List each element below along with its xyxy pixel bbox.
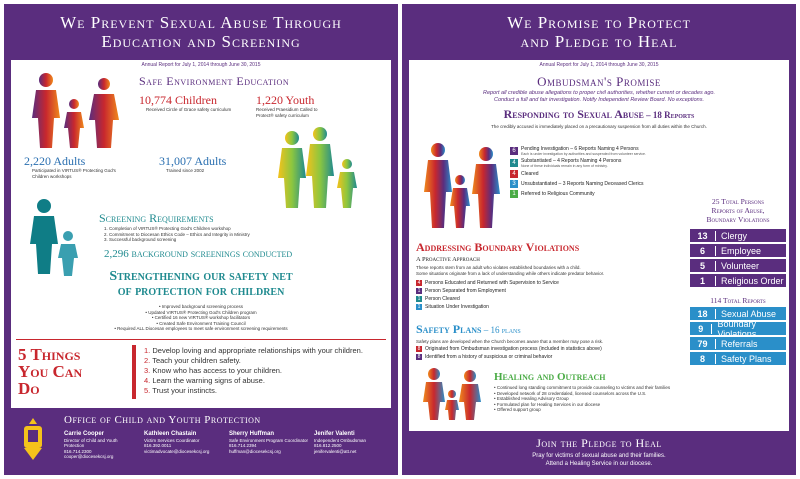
- five-things-list: [144, 346, 363, 396]
- five-things-item: 3. Know who has access to your children.: [144, 366, 283, 375]
- contact-email[interactable]: cooper@diocesekcsj.org: [64, 454, 114, 459]
- right-title-line1: We Promise to Protect: [507, 13, 691, 32]
- contact-name: Jenifer Valenti: [314, 431, 355, 437]
- reports-item: 79 Referrals: [690, 337, 786, 350]
- adults-participated-count: 2,220 Adults: [24, 154, 86, 168]
- left-panel: [4, 4, 398, 475]
- contact-email[interactable]: victimadvocate@diocesekcsj.org: [144, 448, 210, 454]
- contacts-row: [64, 432, 384, 460]
- contact-card: [64, 432, 139, 460]
- adults-trained-desc: Trained since 2002: [166, 168, 205, 173]
- safety-plans-heading: [416, 322, 521, 337]
- responding-heading: [402, 107, 796, 122]
- screening-list: [104, 226, 250, 243]
- responding-item: 1 Referred to Religious Community: [510, 190, 680, 198]
- ombudsman-text-line1: Report all credible abuse allegations to proper civil authorities, whether current or decades ago.: [482, 90, 716, 96]
- contact-phone: 816.714.2300: [64, 448, 92, 454]
- safety-net-item: • Updated VIRTUS® Protecting God's Children program: [145, 309, 257, 315]
- pledge-footer: [402, 431, 796, 475]
- left-title-line2: Education and Screening: [101, 32, 301, 51]
- parents-children-silhouette-image: [272, 126, 367, 211]
- contact-email[interactable]: jenifervalenti@att.net: [314, 448, 357, 454]
- office-footer: [4, 408, 398, 475]
- right-header: [402, 4, 796, 60]
- family-silhouette-image: [26, 70, 131, 150]
- family-silhouette-image: [418, 140, 508, 235]
- responding-item: 3 Unsubstantiated – 3 Reports Naming Deceased Clerics: [510, 180, 680, 188]
- persons-item: 6 Employee: [690, 244, 786, 257]
- diocese-seal-icon: [18, 416, 48, 462]
- persons-heading-line3: Boundary Violations: [706, 215, 770, 224]
- boundary-item: 4 Persons Educated and Returned with Supervision to Service: [417, 280, 559, 286]
- safe-env-heading: Safe Environment Education: [139, 74, 290, 88]
- safety-plans-text: Safety plans are developed when the Church becomes aware that a member may pose a risk.: [416, 339, 604, 344]
- contact-role: Victim Services Coordinator: [144, 437, 200, 443]
- five-things-item: 4. Learn the warning signs of abuse.: [144, 376, 265, 385]
- responding-sub: The credibly accused is immediately placed on a precautionary suspension from all duties within the Church.: [491, 124, 707, 129]
- five-things-heading-line2: You Can: [18, 362, 83, 381]
- pledge-line2: Attend a Healing Service in our diocese.: [545, 461, 653, 467]
- contact-card: [314, 432, 384, 460]
- left-report-period: Annual Report for July 1, 2014 through June 30, 2015: [141, 62, 261, 68]
- healing-item: • Established Healing Advisory Group: [494, 396, 569, 401]
- persons-item: 1 Religious Order: [690, 274, 786, 287]
- contact-name: Carrie Cooper: [64, 431, 105, 437]
- screening-item: 1. Completion of VIRTUS® Protecting God's Children workshop: [104, 226, 231, 231]
- safety-plans-title: Safety Plans: [416, 322, 482, 336]
- healing-item: • Formulated plan for Healing Services in our diocese: [494, 401, 601, 407]
- safety-net-item: • Required ALL Diocesan employees to meet safe environment screening requirements: [114, 326, 288, 331]
- contact-role: Safe Environment Program Coordinator: [229, 437, 309, 443]
- safety-net-item: • Improved background screening process: [158, 304, 244, 309]
- safety-net-item: • Created Safe Environment Training Council: [156, 320, 246, 326]
- healing-item: • Offered support group: [494, 407, 541, 412]
- youth-count: 1,220 Youth: [256, 93, 315, 107]
- safety-plans-count: – 16 plans: [481, 325, 521, 335]
- left-title-line1: We Prevent Sexual Abuse Through: [60, 13, 342, 32]
- safety-net-list: [4, 304, 398, 332]
- boundary-text-line1: These reports stem from an adult who violates established boundaries with a child.: [416, 265, 581, 270]
- boundary-sub-heading: A Proactive Approach: [416, 256, 480, 263]
- healing-heading: Healing and Outreach: [494, 371, 606, 383]
- reports-item: 8 Safety Plans: [690, 352, 786, 365]
- responding-heading-title: Responding to Sexual Abuse: [503, 107, 644, 121]
- contact-phone: 816.392.0011: [144, 443, 172, 448]
- ombudsman-text-line2: Conduct a full and fair investigation. Notify Independent Review Board. No exceptions.: [493, 97, 705, 103]
- boundary-heading: Addressing Boundary Violations: [416, 240, 580, 254]
- five-things-heading-line3: Do: [18, 379, 40, 398]
- right-report-period: Annual Report for July 1, 2014 through June 30, 2015: [539, 62, 659, 68]
- healing-item: • Developed network of 28 credentialed, licensed counselors across the U.S.: [494, 390, 647, 396]
- boundary-item: 1 Situation Under Investigation: [417, 304, 489, 310]
- safety-net-heading: [4, 269, 398, 299]
- contact-card: [229, 432, 309, 460]
- safety-plans-item: 8 Identified from a history of suspicious or criminal behavior: [417, 354, 553, 360]
- reports-item: 9 Boundary Violations: [690, 322, 786, 335]
- boundary-item: 1 Person Separated from Employment: [417, 288, 506, 294]
- children-desc: Received Circle of Grace safety curriculum: [146, 107, 232, 112]
- contact-phone: 816.714.2394: [229, 443, 257, 448]
- persons-heading-line1: 25 Total Persons: [712, 197, 764, 206]
- persons-heading-line2: Reports of Abuse,: [711, 206, 765, 215]
- safety-net-item: • Certified 16 new VIRTUS® workshop facilitators: [151, 315, 251, 320]
- screening-item: 2. Commitment to Diocesan Ethics Code – Ethics and Integrity in Ministry: [104, 231, 250, 237]
- responding-item: 4 Substantiated – 4 Reports Naming 4 Persons None of these individuals remain in any form of ministry.: [510, 158, 680, 168]
- adult-child-silhouette-image: [22, 196, 82, 276]
- divider: [16, 339, 386, 340]
- boundary-list: [416, 280, 676, 312]
- pledge-heading: Join the Pledge to Heal: [536, 436, 662, 450]
- responding-item: 6 Pending Investigation – 6 Reports Naming 4 Persons Each is under investigation by authorities and suspended from volunteer service.: [510, 146, 680, 156]
- five-things-heading-line1: 5 Things: [18, 345, 81, 364]
- five-things-bar: [132, 345, 136, 399]
- healing-list: [494, 385, 784, 413]
- boundary-text-line2: Some situations originate from a lack of understanding while others indicate predator behavior.: [416, 270, 605, 276]
- contact-card: [144, 432, 224, 460]
- five-things-item: 5. Trust your instincts.: [144, 386, 217, 395]
- contact-email[interactable]: huffman@diocesekcsj.org: [229, 448, 281, 454]
- screenings-count: 2,296 background screenings conducted: [104, 248, 293, 260]
- youth-desc: Received Praesidium Called to Protect® safety curriculum: [256, 107, 318, 118]
- contact-role: Independent Ombudsman: [314, 437, 367, 443]
- boundary-text: [416, 265, 686, 276]
- persons-item: 5 Volunteer: [690, 259, 786, 272]
- adults-participated-desc: Participated in VIRTUS® Protecting God's Children workshops: [32, 168, 116, 179]
- contact-role: Director of Child and Youth Protection: [64, 437, 118, 448]
- contact-name: Kathleen Chastain: [144, 431, 197, 437]
- boundary-item: 1 Person Cleared: [417, 296, 460, 302]
- persons-list: [690, 229, 786, 289]
- reports-heading: 114 Total Reports: [710, 296, 766, 305]
- contact-name: Sherry Huffman: [229, 431, 275, 437]
- ombudsman-heading: Ombudsman's Promise: [537, 74, 661, 89]
- screening-heading: Screening Requirements: [99, 211, 214, 225]
- safety-net-heading-line1: Strengthening our safety net: [109, 269, 293, 284]
- five-things-heading: [18, 346, 82, 397]
- healing-family-silhouette-image: [418, 366, 488, 422]
- persons-heading: [686, 197, 790, 224]
- ombudsman-text: [402, 90, 796, 104]
- right-title-line2: and Pledge to Heal: [520, 32, 678, 51]
- responding-item: 4 Cleared: [510, 170, 680, 178]
- five-things-item: 2. Teach your children safety.: [144, 356, 241, 365]
- responding-count: – 18 Reports: [643, 110, 695, 120]
- persons-item: 13 Clergy: [690, 229, 786, 242]
- screening-item: 3. Successful background screening: [104, 237, 177, 242]
- five-things-item: 1. Develop loving and appropriate relationships with your children.: [144, 346, 363, 355]
- reports-list: [690, 307, 786, 367]
- right-panel: [402, 4, 796, 475]
- safety-net-heading-line2: of protection for children: [117, 284, 285, 299]
- safety-plans-item: 8 Originated from Ombudsman investigation process (included in statistics above): [417, 346, 602, 352]
- contact-phone: 816.812.2500: [314, 443, 342, 448]
- healing-item: • Continued long standing commitment to provide counseling to victims and their families: [494, 385, 671, 390]
- children-count: 10,774 Children: [139, 93, 217, 107]
- responding-list: [510, 146, 680, 200]
- reports-item: 18 Sexual Abuse: [690, 307, 786, 320]
- office-title: Office of Child and Youth Protection: [64, 414, 261, 426]
- adults-trained-count: 31,007 Adults: [159, 154, 227, 168]
- safety-plans-list: [416, 346, 686, 362]
- left-header: [4, 4, 398, 60]
- pledge-line1: Pray for victims of sexual abuse and their families.: [532, 453, 666, 459]
